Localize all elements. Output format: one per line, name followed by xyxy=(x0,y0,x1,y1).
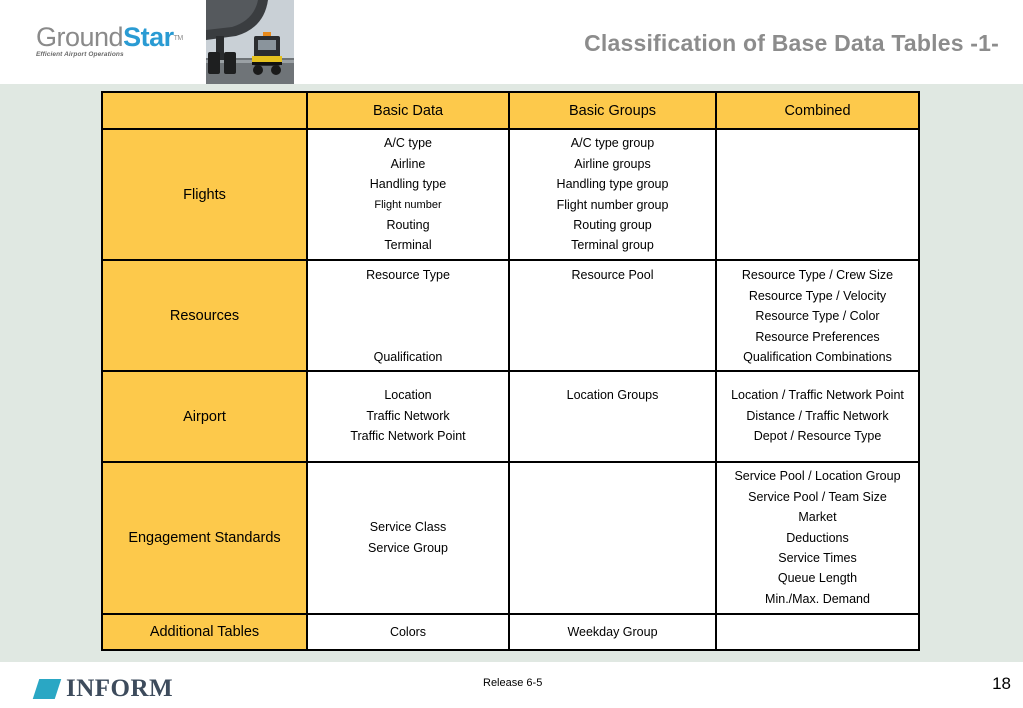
base-data-table xyxy=(101,91,920,651)
list-item: Resource Preferences xyxy=(755,329,880,344)
list-item: Traffic Network xyxy=(366,408,450,423)
cell-flights-basic-groups xyxy=(509,129,716,260)
cell-resources-basic-data xyxy=(307,260,509,371)
table-row-airport xyxy=(102,371,919,461)
cell-engagement-combined xyxy=(716,462,919,614)
table-header-row xyxy=(102,92,919,129)
cell-additional-combined xyxy=(716,614,919,650)
list-item: Airline groups xyxy=(574,156,651,171)
list-item: Min./Max. Demand xyxy=(765,591,870,606)
list-item: Resource Pool xyxy=(571,268,654,283)
cell-flights-combined xyxy=(716,129,919,260)
list-item: Handling type xyxy=(369,177,447,192)
list-item: Location Groups xyxy=(566,388,659,403)
cell-resources-combined xyxy=(716,260,919,371)
list-item: Service Group xyxy=(368,540,448,555)
list-item: Flight number group xyxy=(556,197,669,212)
logo-wordmark xyxy=(36,22,183,52)
list-item: Service Class xyxy=(369,520,447,535)
inform-mark-icon xyxy=(33,679,61,699)
release-label: Release 6-5 xyxy=(483,677,543,689)
column-header-combined: Combined xyxy=(716,92,919,129)
cell-airport-combined xyxy=(716,371,919,461)
logo-tagline: Efficient Airport Operations xyxy=(36,51,124,58)
row-header-airport: Airport xyxy=(102,371,307,461)
list-item: Service Pool / Team Size xyxy=(748,489,887,504)
row-header-resources: Resources xyxy=(102,260,307,371)
list-item: Depot / Resource Type xyxy=(753,429,882,444)
list-item: Qualification Combinations xyxy=(743,349,892,364)
cell-airport-basic-groups xyxy=(509,371,716,461)
list-item: Resource Type / Crew Size xyxy=(741,268,894,283)
list-item: Service Times xyxy=(778,550,857,565)
cell-engagement-basic-groups xyxy=(509,462,716,614)
list-item: Handling type group xyxy=(556,177,669,192)
inform-wordmark: INFORM xyxy=(66,675,174,702)
column-header-basic-data: Basic Data xyxy=(307,92,509,129)
column-header-basic-groups: Basic Groups xyxy=(509,92,716,129)
list-item: Resource Type / Velocity xyxy=(748,288,887,303)
list-item: Resource Type xyxy=(366,268,450,283)
list-item: A/C type xyxy=(384,136,432,151)
logo-trademark: TM xyxy=(173,35,183,42)
cell-engagement-basic-data xyxy=(307,462,509,614)
list-item: Resource Type / Color xyxy=(755,309,880,324)
slide-header xyxy=(0,0,1023,84)
table-row-resources xyxy=(102,260,919,371)
list-item: Routing xyxy=(386,218,430,233)
row-header-additional-tables: Additional Tables xyxy=(102,614,307,650)
cell-airport-basic-data xyxy=(307,371,509,461)
table-row-flights xyxy=(102,129,919,260)
logo-brand-main: Ground xyxy=(36,22,124,52)
list-item: A/C type group xyxy=(570,136,655,151)
list-item: Qualification xyxy=(373,349,443,364)
groundstar-logo xyxy=(36,22,183,58)
cell-additional-basic-groups xyxy=(509,614,716,650)
list-item: Routing group xyxy=(573,218,652,233)
list-item: Terminal group xyxy=(571,238,654,253)
logo-brand-accent: Star xyxy=(123,22,174,52)
table-row-additional-tables xyxy=(102,614,919,650)
list-item: Location / Traffic Network Point xyxy=(731,388,904,403)
list-item: Terminal xyxy=(384,238,432,253)
row-header-engagement-standards: Engagement Standards xyxy=(102,462,307,614)
column-header-category xyxy=(102,92,307,129)
list-item: Weekday Group xyxy=(567,624,658,639)
inform-logo xyxy=(36,675,173,703)
slide-title: Classification of Base Data Tables -1- xyxy=(584,30,999,56)
list-item: Distance / Traffic Network xyxy=(746,408,889,423)
cell-resources-basic-groups xyxy=(509,260,716,371)
list-item: Queue Length xyxy=(777,571,858,586)
row-header-flights: Flights xyxy=(102,129,307,260)
list-item: Flight number xyxy=(374,198,442,211)
list-item: Service Pool / Location Group xyxy=(734,469,901,484)
cell-additional-basic-data xyxy=(307,614,509,650)
page-number: 18 xyxy=(992,674,1011,693)
table-row-engagement-standards xyxy=(102,462,919,614)
list-item: Location xyxy=(384,388,432,403)
list-item: Traffic Network Point xyxy=(350,429,466,444)
list-item: Deductions xyxy=(786,530,849,545)
airport-vehicle-photo xyxy=(206,0,294,84)
cell-flights-basic-data xyxy=(307,129,509,260)
list-item: Colors xyxy=(389,624,427,639)
list-item: Market xyxy=(798,510,837,525)
list-item: Airline xyxy=(390,156,426,171)
